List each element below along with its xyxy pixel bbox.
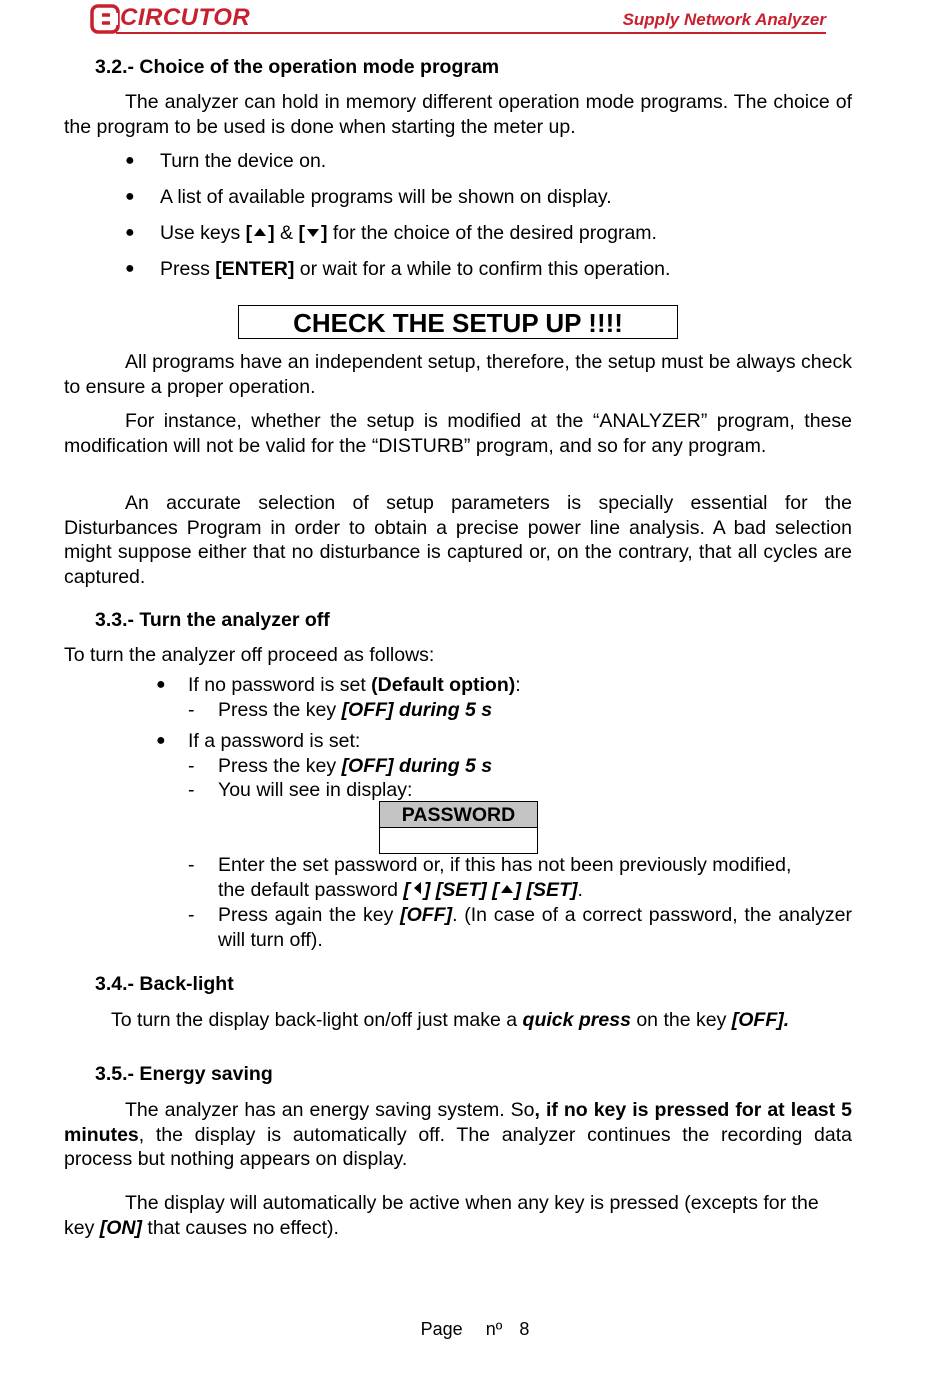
s33-bullet-1: If no password is set (Default option): — [188, 674, 521, 696]
logo-text: CIRCUTOR — [120, 4, 251, 31]
dash: - — [188, 854, 195, 876]
page-footer — [0, 1319, 950, 1340]
dash: - — [188, 755, 195, 777]
header-rule — [116, 32, 826, 34]
s32-intro: The analyzer can hold in memory different operation mode programs. The choice of the program to be used is done when starting the meter up. — [64, 91, 852, 138]
up-arrow-icon — [254, 228, 266, 236]
s35-para-1: The analyzer has an energy saving system. So, if no key is pressed for at least 5 minutes, the display is automatically off. The analyzer continues the recording data process but nothing appears on display. — [64, 1099, 852, 1170]
page-header — [90, 2, 826, 36]
section-3-4-heading: 3.4.- Back-light — [95, 973, 234, 995]
s33-press-again: Press again the key [OFF]. (In case of a correct password, the analyzer will turn off). — [218, 904, 852, 951]
bullet-dot: ● — [156, 732, 166, 749]
section-3-2-heading: 3.2.- Choice of the operation mode program — [95, 56, 500, 78]
page-label: Page — [420, 1319, 463, 1339]
dash: - — [188, 779, 195, 801]
password-display — [379, 801, 538, 854]
bullet-dot: ● — [125, 152, 135, 169]
bullet-dot: ● — [156, 676, 166, 693]
s32-para-3: An accurate selection of setup parameters is specially essential for the Disturbances Program in order to obtain a precise power line analysis. A bad selection might suppose either that no disturbance is captured or, on the contrary, that all cycles are captured. — [64, 492, 852, 588]
header-title: Supply Network Analyzer — [622, 10, 826, 29]
s32-bullet-4: Press [ENTER] or wait for a while to confirm this operation. — [160, 258, 671, 280]
up-arrow-icon — [501, 885, 513, 893]
bullet-dot: ● — [125, 224, 135, 241]
s32-para-1: All programs have an independent setup, therefore, the setup must be always check to ensure a proper operation. — [64, 351, 852, 398]
s33-bullet-2: If a password is set: — [188, 730, 361, 752]
s33-intro: To turn the analyzer off proceed as follows: — [64, 644, 435, 666]
page-no-label: nº — [485, 1319, 503, 1339]
s32-bullet-2: A list of available programs will be shown on display. — [160, 186, 612, 208]
s32-bullet-3: Use keys [ ] & [ ] for the choice of the desired program. — [160, 222, 657, 244]
s33-press-off-1: Press the key [OFF] during 5 s — [218, 699, 493, 721]
section-3-3-heading: 3.3.- Turn the analyzer off — [95, 609, 330, 631]
password-display-label: PASSWORD — [380, 802, 537, 828]
s32-bullet-1: Turn the device on. — [160, 150, 327, 172]
dash: - — [188, 699, 195, 721]
s33-see-display: You will see in display: — [218, 779, 413, 801]
page-number: 8 — [519, 1319, 530, 1339]
bullet-dot: ● — [125, 260, 135, 277]
s35-para-2: The display will automatically be active when any key is pressed (excepts for the key [ON] that causes no effect). — [64, 1192, 819, 1239]
s33-enter-password: Enter the set password or, if this has not been previously modified, the default password [ ] [SET] [ ] [SET]. — [218, 854, 792, 901]
left-arrow-icon — [414, 882, 421, 894]
bullet-dot: ● — [125, 188, 135, 205]
circutor-logo-icon — [90, 4, 120, 34]
dash: - — [188, 904, 195, 926]
s33-press-off-2: Press the key [OFF] during 5 s — [218, 755, 493, 777]
down-arrow-icon — [307, 229, 319, 237]
s34-text: To turn the display back-light on/off just make a quick press on the key [OFF]. — [111, 1009, 790, 1031]
check-setup-box: CHECK THE SETUP UP !!!! — [238, 305, 678, 339]
s32-para-2: For instance, whether the setup is modified at the “ANALYZER” program, these modification will not be valid for the “DISTURB” program, and so for any program. — [64, 410, 852, 457]
section-3-5-heading: 3.5.- Energy saving — [95, 1063, 273, 1085]
